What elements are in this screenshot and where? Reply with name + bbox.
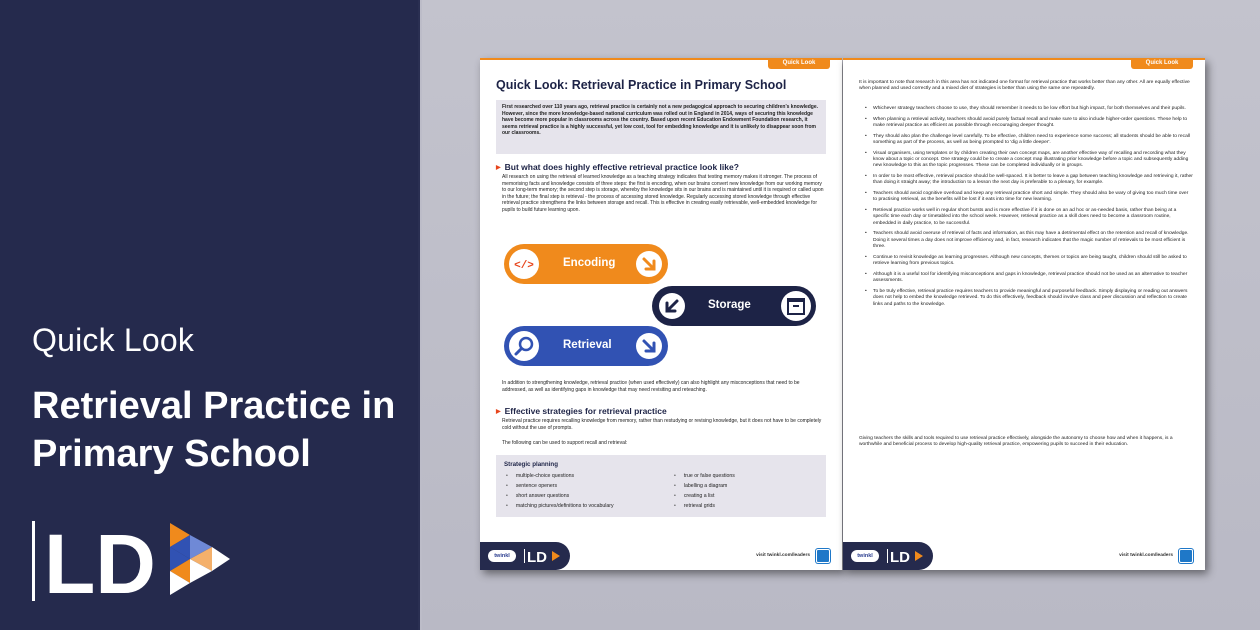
page-footer [843,542,1205,570]
ld-logo [30,515,250,605]
arrow-down-right-icon [636,333,662,359]
intro-box: First researched over 110 years ago, retrieval practice is certainly not a new pedagogical approach to securing children's knowledge. However, since the more knowledge-based national curriculum was rolled out in England in 2014, ways of securing this knowledge have become more popular in classrooms across the country. Based upon recent Education Endowment Foundation research, it seems retrieval practice is a highly successful, yet low cost, tool for embedding knowledge and it is unlikely to disappear soon from our classrooms. [496,100,826,154]
storage-box-icon [781,291,811,321]
after-steps-paragraph: In addition to strengthening knowledge, retrieval practice (when used effectively) can also highlight any misconceptions that need to be addressed, as well as identifying gaps in knowledge that may need revisiting and reteaching. [502,380,800,393]
banner-kicker: Quick Look [32,322,195,358]
retrieval-label: Retrieval [563,339,612,351]
document-page-1 [480,58,842,570]
svg-text:</>: </> [514,260,534,272]
encoding-label: Encoding [563,257,616,269]
list-item: • multiple-choice questions [506,471,614,481]
arrow-down-right-icon [636,251,662,277]
strategic-planning-box [496,455,826,517]
document-page-2 [843,58,1205,570]
ld-small-logo-text: LD [890,549,910,564]
list-item: • Retrieval practice works well in regular short bursts and is more effective if it is done on an ad hoc or as-needed basis, rather than being at a specific time each day or timetabled into the school week. However, retrieval practice as a skill does need to become a classroom routine, embedded in daily practice, to be successful. [865,208,1193,227]
section-heading-1: ▶ But what does highly effective retrieval practice look like? [496,162,739,172]
retrieval-step [504,326,668,366]
strategy-list-left [506,471,614,511]
list-item: • Teachers should avoid cognitive overload and keep any retrieval practice short and simple. They should also be wary of giving too much time over to practising retrieval, as the benefits will be lost if it eats into time for new learning. [865,191,1193,204]
footer-url[interactable]: visit twinkl.com/leaders [756,553,810,558]
list-item: • To be truly effective, retrieval practice requires teachers to provide meaningful and purposeful feedback. Simply displaying or reading out answers does not help to embed the knowledge retrieved. To do this effectively, feedback should involve class and peer discussion and reflection to create links and paths to the knowledge. [865,289,1193,308]
storage-step [652,286,816,326]
quick-look-tab: Quick Look [1131,58,1193,69]
list-item: • creating a list [674,491,735,501]
list-item: • true or false questions [674,471,735,481]
page-footer [480,542,842,570]
storage-label: Storage [708,299,751,311]
ld-small-logo [524,548,564,564]
list-item: • sentence openers [506,481,614,491]
guidance-list [865,106,1193,312]
section-heading-2: ▶ Effective strategies for retrieval practice [496,406,667,416]
list-item: • Continue to revisit knowledge as learning progresses. Although new concepts, themes or topics are being taught, children should still be asked to retrieve learning from previous topics. [865,255,1193,268]
list-item: • Although it is a useful tool for identifying misconceptions and gaps in knowledge, retrieval practice should not be used as an alternative to teacher assessments. [865,272,1193,285]
list-item: • short answer questions [506,491,614,501]
closing-paragraph: Giving teachers the skills and tools required to use retrieval practice effectively, alongside the autonomy to choose how and when it happens, is a worthwhile and beneficial process to develop high-quality retrieval practice, empowering pupils to succeed in their education. [859,436,1173,448]
footer-brand-bar [480,542,570,570]
list-item: • matching pictures/definitions to vocabulary [506,501,614,511]
quick-look-tab: Quick Look [768,58,830,69]
magnifier-icon [509,331,539,361]
list-item: • When planning a retrieval activity, teachers should avoid purely factual recall and make sure to also include higher-order questions. These help to make retrieval practice as efficient as possible through encouraging deeper thought. [865,117,1193,130]
ld-logo-text: LD [44,517,156,605]
left-banner [0,0,420,630]
ld-small-logo-text: LD [527,549,547,564]
twinkl-logo: twinkl [488,550,516,562]
list-item: • labelling a diagram [674,481,735,491]
badge-icon [1179,549,1193,563]
page-title: Quick Look: Retrieval Practice in Primary School [496,78,787,92]
section-body-2: Retrieval practice requires recalling knowledge from memory, rather than restudying or revising knowledge, but it does not have to be completely cold without the use of prompts. [502,418,822,431]
list-item: • In order to be most effective, retrieval practice should be well-spaced. It is better to leave a gap between teaching knowledge and retrieving it, rather than doing it straight away; the introduction to a lesson the next day is preferable to a plenary, for example. [865,174,1193,187]
list-item: • Teachers should avoid overuse of retrieval of facts and information, as this may have a detrimental effect on the retention and recall of knowledge. Doing it several times a day does not improve efficiency and, in fact, research indicates that the magic number of retrievals to be most efficient is three. [865,231,1193,250]
arrow-down-left-icon [659,293,685,319]
list-item: • Whichever strategy teachers choose to use, they should remember it needs to be low effort but high impact, for both themselves and their pupils. [865,106,1193,112]
badge-icon [816,549,830,563]
strategic-planning-title: Strategic planning [504,461,558,468]
ld-small-logo [887,548,927,564]
twinkl-logo: twinkl [851,550,879,562]
strategy-list-right [674,471,735,511]
list-item: • Visual organisers, using templates or by children creating their own concept maps, are another effective way of recalling and recording what they know about a topic or concept. One strategy could be to create a concept map illustrating prior knowledge before a topic and subsequently adding new knowledge to this as the topic progresses. These can be completed individually or in groups. [865,151,1193,170]
list-item: • retrieval grids [674,501,735,511]
section-lead-2: The following can be used to support recall and retrieval: [502,440,628,446]
section-body-1: All research on using the retrieval of learned knowledge as a teaching strategy indicates that testing memory makes it stronger. The process of memorising facts and knowledge consists of three steps: the first is encoding, when our brains convert new knowledge from our working memory to our long-term memory; the second step is storage, whereby the knowledge sits in our brains and is maintained until it is required or called upon in the future; the final step is retrieval - the process of accessing stored knowledge. Regularly accessing stored knowledge through effective retrieval practice strengthens the links between storage and recall. This is effective in creating easily retrievable, well-embedded knowledge for pupils to build future learning upon. [502,174,824,213]
list-item: • They should also plan the challenge level carefully. To be effective, children need to experience some success; all students should be able to recall something as part of the process, as well as being prompted to 'dig a little deeper'. [865,134,1193,147]
banner-title: Retrieval Practice in Primary School [32,385,396,475]
opening-paragraph: It is important to note that research in this area has not indicated one format for retrieval practice that works better than any other. All are equally effective when planned and used correctly and a mixed diet of strategies is better than using the same one repeatedly. [859,80,1190,92]
code-icon [509,249,539,279]
encoding-step [504,244,668,284]
footer-brand-bar [843,542,933,570]
footer-url[interactable]: visit twinkl.com/leaders [1119,553,1173,558]
